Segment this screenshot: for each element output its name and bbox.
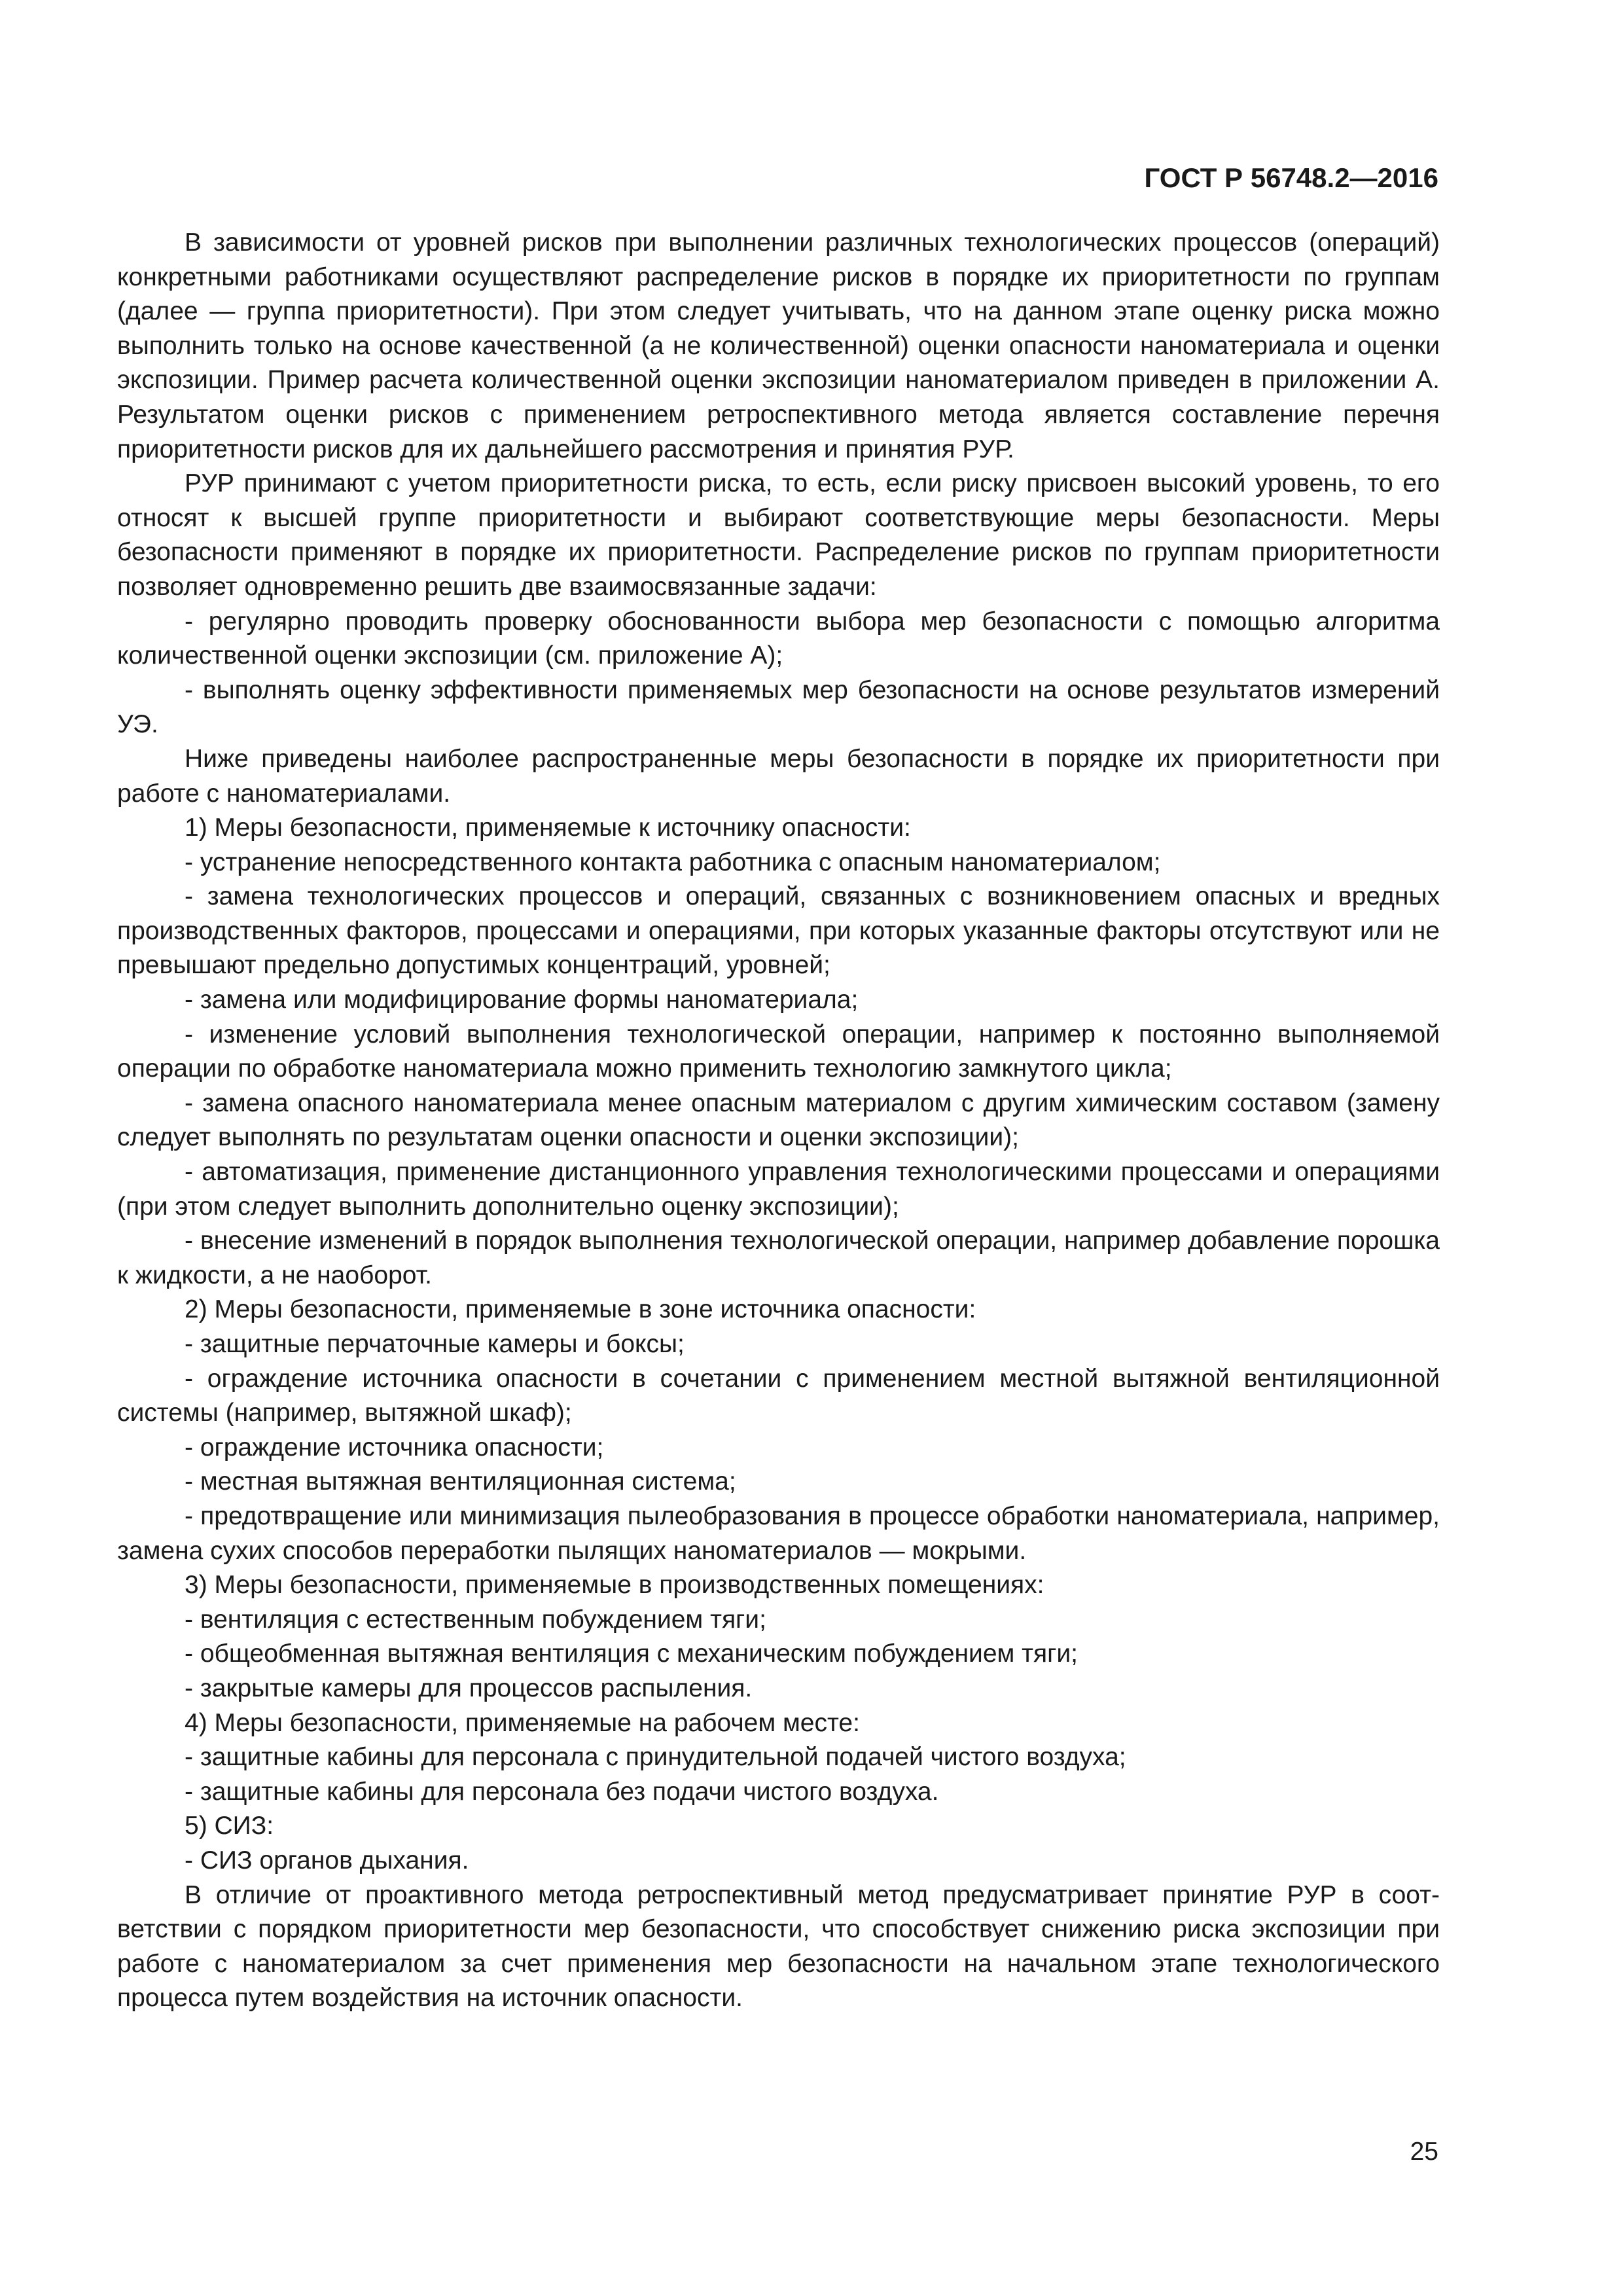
section-heading-premises-measures: 3) Меры безопасности, применяемые в производственных помещениях: xyxy=(185,1571,1044,1600)
list-item: - СИЗ органов дыхания. xyxy=(185,1846,469,1874)
page-number: 25 xyxy=(1410,2138,1438,2166)
list-item: - закрытые камеры для процессов распыления. xyxy=(185,1674,753,1702)
list-item: - общеобменная вытяжная вентиляция с механическим побуждением тяги; xyxy=(185,1640,1078,1668)
paragraph-rur-priority: РУР принимают с учетом приоритетности риска, то есть, если риску присвоен высокий уровень, то его относят к высшей группе приоритетности и выбирают соответствующие меры безопасности. Меры безопасности применяют в порядке их приоритетности. Распределение рисков по группам приоритетности позволяет одновременно решить две взаимосвязанные задачи: xyxy=(117,469,1440,601)
paragraph-retrospective-method: В отличие от проактивного метода ретроспективный метод предусматривает принятие РУР в соответствии с порядком приоритетности мер безопасности, что способствует снижению риска экспозиции при работе с наноматериалом за счет применения мер безопасности на начальном этапе технологического процесса путем воздействия на источник опасности. xyxy=(117,1880,1440,2013)
section-heading-zone-measures: 2) Меры безопасности, применяемые в зоне источника опасности: xyxy=(185,1295,976,1324)
list-item: - замена или модифицирование формы наноматериала; xyxy=(185,986,859,1014)
list-item: - местная вытяжная вентиляционная система; xyxy=(185,1467,736,1496)
page-body xyxy=(117,226,1440,2016)
list-item: - внесение изменений в порядок выполнения технологической операции, например добавление порошка к жидкости, а не наоборот. xyxy=(117,1227,1440,1289)
section-heading-ppe: 5) СИЗ: xyxy=(185,1812,274,1840)
list-item: - защитные перчаточные камеры и боксы; xyxy=(185,1330,685,1358)
list-item: - устранение непосредственного контакта работника с опасным наноматериалом; xyxy=(185,848,1161,876)
paragraph-measures-intro: Ниже приведены наиболее распространенные меры безопасности в порядке их приоритетности при работе с наноматериалами. xyxy=(117,744,1440,808)
list-item: - вентиляция с естественным побуждением тяги; xyxy=(185,1605,766,1634)
document-designation: ГОСТ Р 56748.2—2016 xyxy=(1144,162,1438,193)
list-item: - предотвращение или минимизация пылеобразования в процессе обработки наноматериала, например, замена сухих способов переработки пылящих наноматериалов — мокрыми. xyxy=(117,1501,1440,1565)
list-item: - выполнять оценку эффективности применяемых мер безопасности на основе результатов измерений УЭ. xyxy=(117,675,1440,739)
list-item: - автоматизация, применение дистанционного управления технологическими процессами и операциями (при этом следует выполнить дополнительно оценку экспозиции); xyxy=(117,1158,1440,1221)
list-item: - регулярно проводить проверку обоснованности выбора мер безопасности с помощью алгоритма количественной оценки экспозиции (см. приложение А); xyxy=(117,607,1440,670)
section-heading-source-measures: 1) Меры безопасности, применяемые к источнику опасности: xyxy=(185,814,911,842)
list-item: - изменение условий выполнения технологической операции, например к постоянно выполняемой операции по обработке наноматериала можно применить технологию замкнутого цикла; xyxy=(117,1020,1440,1083)
list-item: - замена технологических процессов и операций, связанных с возникновением опасных и вредных производственных факторов, процессами и операциями, при которых указанные факторы отсутствуют или не превышают предельно допустимых концентраций, уровней; xyxy=(117,882,1440,980)
list-item: - защитные кабины для персонала с принудительной подачей чистого воздуха; xyxy=(185,1743,1126,1772)
paragraph-risk-distribution: В зависимости от уровней рисков при выполнении различных технологических процессов (операций) конкретными работниками осуществляют распределение рисков в порядке их приоритетности по группам (далее — группа приоритетности). При этом следует учитывать, что на данном этапе оценку риска можно выполнить только на основе качественной (а не количественной) оценки опасности наноматериала и оценки экспозиции. Пример расчета количественной оценки экспозиции наноматериалом приведен в приложении А. Результатом оценки рисков с применением ретроспективного метода является составление перечня приоритетности рисков для их дальнейшего рассмотрения и принятия РУР. xyxy=(117,228,1440,463)
list-item: - защитные кабины для персонала без подачи чистого воздуха. xyxy=(185,1777,939,1806)
list-item: - замена опасного наноматериала менее опасным материалом с другим химическим составом (замену следует выполнять по результатам оценки опасности и оценки экспозиции); xyxy=(117,1088,1440,1152)
list-item: - ограждение источника опасности; xyxy=(185,1433,604,1462)
section-heading-workplace-measures: 4) Меры безопасности, применяемые на рабочем месте: xyxy=(185,1708,860,1737)
list-item: - ограждение источника опасности в сочетании с применением местной вытяжной вентиляционной системы (например, вытяжной шкаф); xyxy=(117,1364,1440,1427)
